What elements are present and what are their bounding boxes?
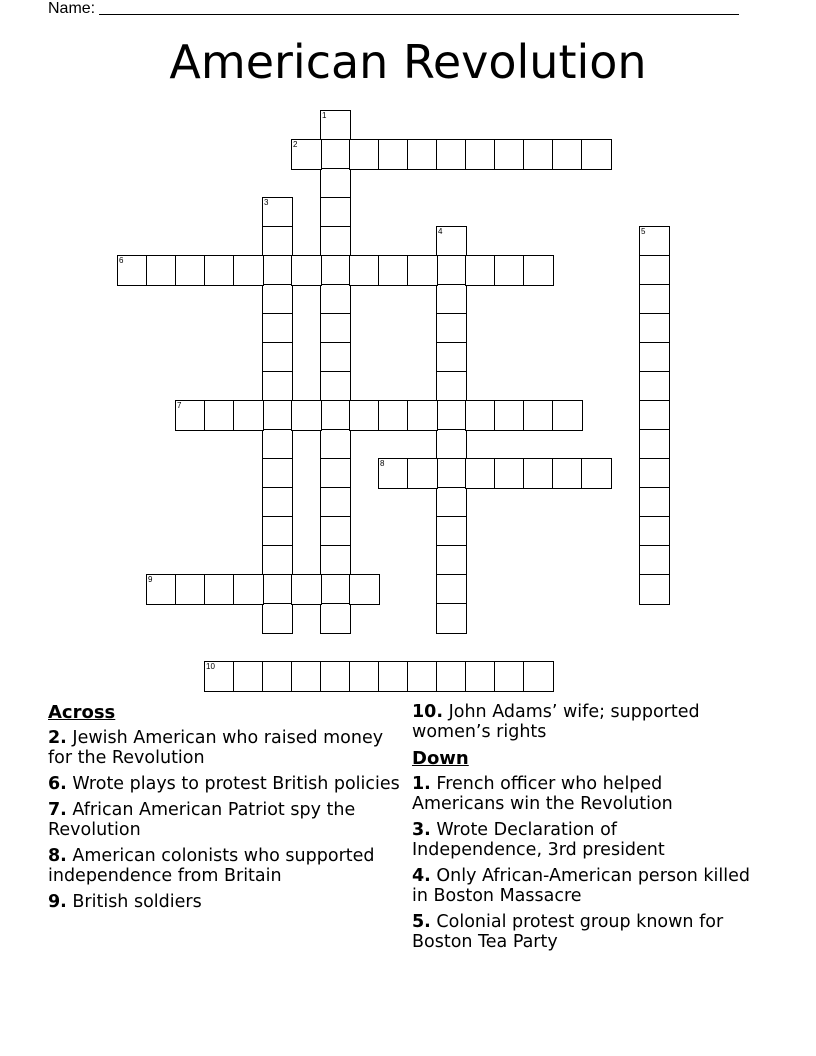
grid-cell[interactable] [639,458,670,489]
grid-cell[interactable] [494,139,525,170]
clue-number: 3. [412,820,431,840]
grid-cell[interactable] [262,255,293,286]
grid-cell[interactable] [320,313,351,344]
clue-number: 5. [412,912,431,932]
grid-cell[interactable] [320,371,351,402]
grid-cell[interactable] [523,458,554,489]
grid-cell[interactable] [552,458,583,489]
grid-cell[interactable] [233,574,264,605]
grid-cell[interactable] [494,458,525,489]
grid-cell[interactable] [378,458,409,489]
grid-cell[interactable] [436,342,467,373]
down-heading: Down [412,748,469,769]
clue-down-1 [412,774,752,814]
grid-cell[interactable] [465,139,496,170]
grid-cell[interactable] [465,400,496,431]
grid-cell[interactable] [523,400,554,431]
grid-cell[interactable] [407,661,438,692]
grid-cell[interactable] [320,545,351,576]
clue-across-8 [48,846,408,886]
clue-text: British soldiers [72,892,202,912]
grid-cell[interactable] [436,661,467,692]
grid-cell[interactable] [378,400,409,431]
grid-cell[interactable] [262,313,293,344]
grid-cell[interactable] [320,516,351,547]
grid-cell[interactable] [320,168,351,199]
grid-cell[interactable] [639,342,670,373]
grid-cell[interactable] [320,197,351,228]
clue-text: John Adams’ wife; supported women’s rights [412,702,700,742]
grid-cell[interactable] [320,226,351,257]
grid-cell[interactable] [436,226,467,257]
clue-number-label: 8 [380,459,385,468]
grid-cell[interactable] [378,661,409,692]
grid-cell[interactable] [407,255,438,286]
grid-cell[interactable] [262,400,293,431]
clue-down-4 [412,866,752,906]
clue-across-10 [412,702,752,742]
clue-down-5 [412,912,752,952]
grid-cell[interactable] [378,255,409,286]
clue-number-label: 10 [206,662,215,671]
grid-cell[interactable] [262,545,293,576]
grid-cell[interactable] [320,342,351,373]
grid-cell[interactable] [523,255,554,286]
grid-cell[interactable] [204,400,235,431]
grid-cell[interactable] [436,487,467,518]
clue-number-label: 9 [148,575,153,584]
clue-across-9 [48,892,408,912]
grid-cell[interactable] [262,284,293,315]
grid-cell[interactable] [175,574,206,605]
grid-cell[interactable] [262,487,293,518]
clues-column-left [48,702,408,918]
clue-number: 1. [412,774,431,794]
grid-cell[interactable] [291,255,322,286]
grid-cell[interactable] [436,429,467,460]
grid-cell[interactable] [291,574,322,605]
grid-cell[interactable] [407,139,438,170]
grid-cell[interactable] [436,458,467,489]
grid-cell[interactable] [320,110,351,141]
grid-cell[interactable] [349,574,380,605]
grid-cell[interactable] [320,574,351,605]
grid-cell[interactable] [494,661,525,692]
grid-cell[interactable] [552,139,583,170]
grid-cell[interactable] [320,284,351,315]
grid-cell[interactable] [436,574,467,605]
clue-number: 9. [48,892,67,912]
grid-cell[interactable] [233,255,264,286]
clue-text: Only African-American person killed in Boston Massacre [412,866,750,906]
grid-cell[interactable] [262,603,293,634]
grid-cell[interactable] [349,255,380,286]
grid-cell[interactable] [436,545,467,576]
grid-cell[interactable] [204,255,235,286]
clue-down-3 [412,820,752,860]
grid-cell[interactable] [291,400,322,431]
grid-cell[interactable] [639,429,670,460]
clue-number-label: 1 [322,111,327,120]
clue-text: French officer who helped Americans win the Revolution [412,774,673,814]
grid-cell[interactable] [465,255,496,286]
clue-number-label: 3 [264,198,269,207]
grid-cell[interactable] [262,197,293,228]
grid-cell[interactable] [436,139,467,170]
grid-cell[interactable] [204,661,235,692]
grid-cell[interactable] [291,661,322,692]
grid-cell[interactable] [320,255,351,286]
grid-cell[interactable] [204,574,235,605]
grid-cell[interactable] [552,400,583,431]
grid-cell[interactable] [378,139,409,170]
grid-cell[interactable] [639,284,670,315]
clue-number-label: 2 [293,140,298,149]
grid-cell[interactable] [320,400,351,431]
grid-cell[interactable] [581,139,612,170]
grid-cell[interactable] [639,487,670,518]
grid-cell[interactable] [262,516,293,547]
clue-number-label: 4 [438,227,443,236]
grid-cell[interactable] [320,139,351,170]
grid-cell[interactable] [465,458,496,489]
clue-number: 6. [48,774,67,794]
across-heading: Across [48,702,116,723]
grid-cell[interactable] [175,400,206,431]
grid-cell[interactable] [639,255,670,286]
clue-number: 8. [48,846,67,866]
grid-cell[interactable] [320,487,351,518]
name-label: Name: [48,0,96,17]
grid-cell[interactable] [320,603,351,634]
clue-text: American colonists who supported independence from Britain [48,846,375,886]
clue-across-7 [48,800,408,840]
clue-across-6 [48,774,408,794]
grid-cell[interactable] [494,400,525,431]
grid-cell[interactable] [639,371,670,402]
grid-cell[interactable] [523,139,554,170]
grid-cell[interactable] [320,661,351,692]
grid-cell[interactable] [639,400,670,431]
grid-cell[interactable] [233,661,264,692]
page-title: American Revolution [169,35,647,89]
grid-cell[interactable] [349,139,380,170]
grid-cell[interactable] [436,603,467,634]
grid-cell[interactable] [262,371,293,402]
clue-text: African American Patriot spy the Revolution [48,800,356,840]
grid-cell[interactable] [146,255,177,286]
grid-cell[interactable] [639,574,670,605]
grid-cell[interactable] [639,313,670,344]
grid-cell[interactable] [262,429,293,460]
clue-number: 4. [412,866,431,886]
grid-cell[interactable] [436,516,467,547]
clues-column-right [412,702,752,958]
grid-cell[interactable] [639,545,670,576]
clue-number-label: 6 [119,256,124,265]
clue-across-2 [48,728,408,768]
grid-cell[interactable] [639,516,670,547]
clue-text: Wrote plays to protest British policies [72,774,400,794]
grid-cell[interactable] [494,255,525,286]
clue-text: Wrote Declaration of Independence, 3rd president [412,820,665,860]
grid-cell[interactable] [262,661,293,692]
clue-number: 2. [48,728,67,748]
grid-cell[interactable] [349,661,380,692]
grid-cell[interactable] [291,139,322,170]
clue-text: Colonial protest group known for Boston Tea Party [412,912,724,952]
clue-text: Jewish American who raised money for the Revolution [48,728,384,768]
grid-cell[interactable] [465,661,496,692]
grid-cell[interactable] [175,255,206,286]
grid-cell[interactable] [262,574,293,605]
grid-cell[interactable] [436,400,467,431]
grid-cell[interactable] [233,400,264,431]
grid-cell[interactable] [436,284,467,315]
clue-number: 10. [412,702,444,722]
grid-cell[interactable] [262,458,293,489]
grid-cell[interactable] [436,313,467,344]
grid-cell[interactable] [117,255,148,286]
grid-cell[interactable] [349,400,380,431]
clue-number: 7. [48,800,67,820]
grid-cell[interactable] [146,574,177,605]
clue-number-label: 7 [177,401,182,410]
grid-cell[interactable] [262,226,293,257]
grid-cell[interactable] [581,458,612,489]
grid-cell[interactable] [407,458,438,489]
grid-cell[interactable] [436,255,467,286]
grid-cell[interactable] [262,342,293,373]
grid-cell[interactable] [320,429,351,460]
grid-cell[interactable] [407,400,438,431]
grid-cell[interactable] [320,458,351,489]
grid-cell[interactable] [436,371,467,402]
grid-cell[interactable] [639,226,670,257]
clue-number-label: 5 [641,227,646,236]
grid-cell[interactable] [523,661,554,692]
